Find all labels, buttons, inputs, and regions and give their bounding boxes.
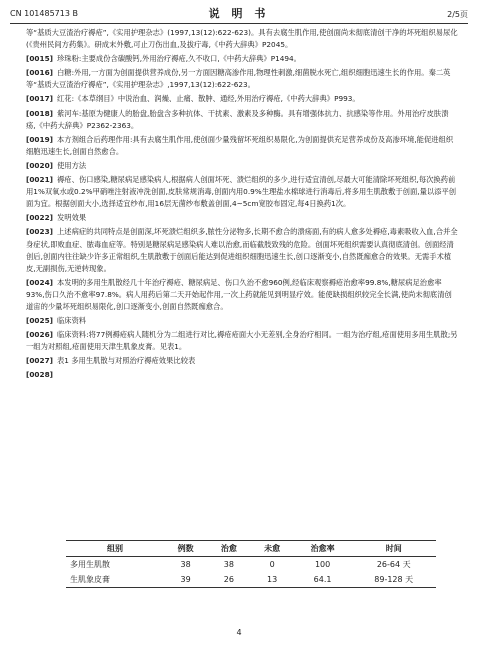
table-cell: 生肌象皮膏: [66, 572, 164, 588]
paragraph-tag: [0024]: [26, 277, 53, 287]
paragraph-tag: [0018]: [26, 108, 53, 118]
section-heading: [0020] 使用方法: [26, 160, 87, 170]
paragraph-tag: [0026]: [26, 330, 53, 340]
section-heading: [0022] 发明效果: [26, 213, 87, 223]
document-body: [26, 27, 458, 384]
document-title: 说 明 书: [208, 7, 270, 20]
paragraph: [0023] 上述病症的共同特点是创面深,坏死溃烂组织多,脓性分泌物多,长期不愈合的溃疡面,有的病人愈多处褥疮,毒素吸收入血,合并全身症状,即败血症、脓毒血症等。特别是糖尿病足感染病人难以治愈,而临截肢致残的危险。创面坏死组织需要认真彻底清创。创面经清创后,创面内往往缺少许多正常组织,生肌散敷于创面后能达到促进组织细胞迅速生长,创口逐渐变小,自然既痂愈合的效果。无需手术植皮,无副损伤,无逆转现象。: [26, 227, 458, 273]
paragraph: [0019] 本方剂组合后药理作用:具有去腐生肌作用,使创面少量残留坏死组织易限化,为创面提供充足营养成份及高渗环境,能促进组织细胞迅速生长,创面自然愈合。: [26, 134, 454, 156]
page-header: [10, 3, 468, 25]
paragraph: [0016] 白糖:外用,一方面为创面提供营养成份,另一方面因糖高渗作用,物理性刺激,细菌脱水死亡,组织细胞迅速生长的作用。秦二英等“基质大豆渣治疗褥疮”,《实用护理杂志》,1997,13(12):622-623。: [26, 68, 451, 90]
table-header-cell: 时间: [351, 541, 436, 557]
page-number: 4: [236, 628, 242, 637]
paragraph-tag: [0020]: [26, 160, 53, 170]
table-cell: 多用生肌散: [70, 560, 110, 569]
table-header-cell: 治愈: [207, 541, 250, 557]
paragraph: [0024] 本发明的多用生肌散经几十年治疗褥疮、糖尿病足、伤口久治不愈960例,经临床观察褥疮治愈率99.8%,糖尿病足治愈率93%,伤口久治不愈率97.8%。病人用药后第二天开始起作用,一次上药就能见到明显疗效。能使缺损组织较完全长满,使尚未彻底清创道宙的少量坏死组织易限化,创口逐渐变小,创面自然既痂愈合。: [26, 277, 452, 311]
section-heading: [0025] 临床资料: [26, 316, 87, 326]
paragraph-tag: [0017]: [26, 94, 53, 104]
paragraph-tag: [0021]: [26, 175, 53, 185]
table-header-cell: 例数: [164, 541, 207, 557]
table-cell: 39: [164, 572, 207, 588]
table-row: [66, 572, 436, 588]
table-cell: 26-64 天: [376, 560, 411, 569]
table-header-cell: 组别: [66, 541, 164, 557]
results-table: [66, 540, 436, 588]
paragraph: [0015] 珍珠粉:主要成份含碳酸钙,外用治疗褥疮,久不收口,《中药大辞典》P1494。: [26, 54, 301, 64]
table-caption: [0027] 表1 多用生肌散与对照治疗褥疮效果比较表: [26, 356, 196, 366]
table-cell: 38: [180, 560, 191, 569]
table-cell: 100: [314, 560, 331, 569]
paragraph: 等“基质大豆渣治疗褥疮”,《实用护理杂志》(1997,13(12):622-623)。具有去腐生肌作用,使创面尚未彻底清创干净的坏死组织易尿化(《贵州民间方药集》。研成末外敷,可止刀伤出血,及拔疔毒,《中药大辞典》P2045。: [26, 28, 458, 50]
paragraph: [0026] 临床资料:将77例褥疮病人随机分为二组进行对比,褥疮疮面大小无差别,全身治疗相同。一组为治疗组,疮面使用多用生肌散;另一组为对照组,疮面使用天津生肌象皮膏。见表1。: [26, 330, 458, 352]
paragraph-tag: [0015]: [26, 54, 53, 64]
paragraph: [26, 369, 458, 381]
patent-number: CN 101485713 B: [10, 9, 78, 18]
paragraph-tag: [0023]: [26, 227, 53, 237]
table-cell: 38: [223, 560, 234, 569]
table-cell: 26: [207, 572, 250, 588]
paragraph-tag: [0016]: [26, 68, 53, 78]
table-cell: 89-128 天: [351, 572, 436, 588]
paragraph-tag: [0022]: [26, 213, 53, 223]
paragraph-tag: [0019]: [26, 134, 53, 144]
paragraph: [0021] 褥疮、伤口感染,糖尿病足感染病人,根据病人创面坏死、溃烂组织的多少,进行适宜清创,尽最大可能清除坏死组织,每次换药前用1%双氧水或0.2%甲硝唑注射液冲洗创面,皮肤常规消毒,创面内用0.9%生理盐水棉球进行消毒后,将多用生肌散敷于创面,量以添平创面为宜。根据创面大小,选择适宜纱布,用16层无菌纱布敷盖创面,4~5cm宽胶布固定,每4日换药1次。: [26, 175, 457, 209]
table-header-cell: 未愈: [251, 541, 294, 557]
table-cell: 64.1: [294, 572, 352, 588]
table-cell: 0: [269, 560, 275, 569]
paragraph-tag: [0027]: [26, 356, 53, 366]
paragraph-tag: [0025]: [26, 316, 53, 326]
paragraph-tag: [0028]: [26, 370, 53, 380]
table-header-cell: 治愈率: [294, 541, 352, 557]
page-count: 2/5页: [447, 10, 468, 19]
paragraph: [0018] 紫河车:基原为健康人的胎盘,胎盘含多种抗体、干扰素、激素及多种酶。具有增强体抗力、抗感染等作用。外用治疗皮肤溃疡,《中药大辞典》P2362-2363。: [26, 108, 449, 130]
table-cell: 13: [251, 572, 294, 588]
table-header-row: [66, 541, 436, 557]
paragraph: [0017] 红花:《本草纲目》中说治血、润燥、止痛、散肿、通经,外用治疗褥疮,《中药大辞典》P993。: [26, 94, 360, 104]
header-divider: [10, 23, 468, 24]
table-row: [66, 557, 436, 573]
